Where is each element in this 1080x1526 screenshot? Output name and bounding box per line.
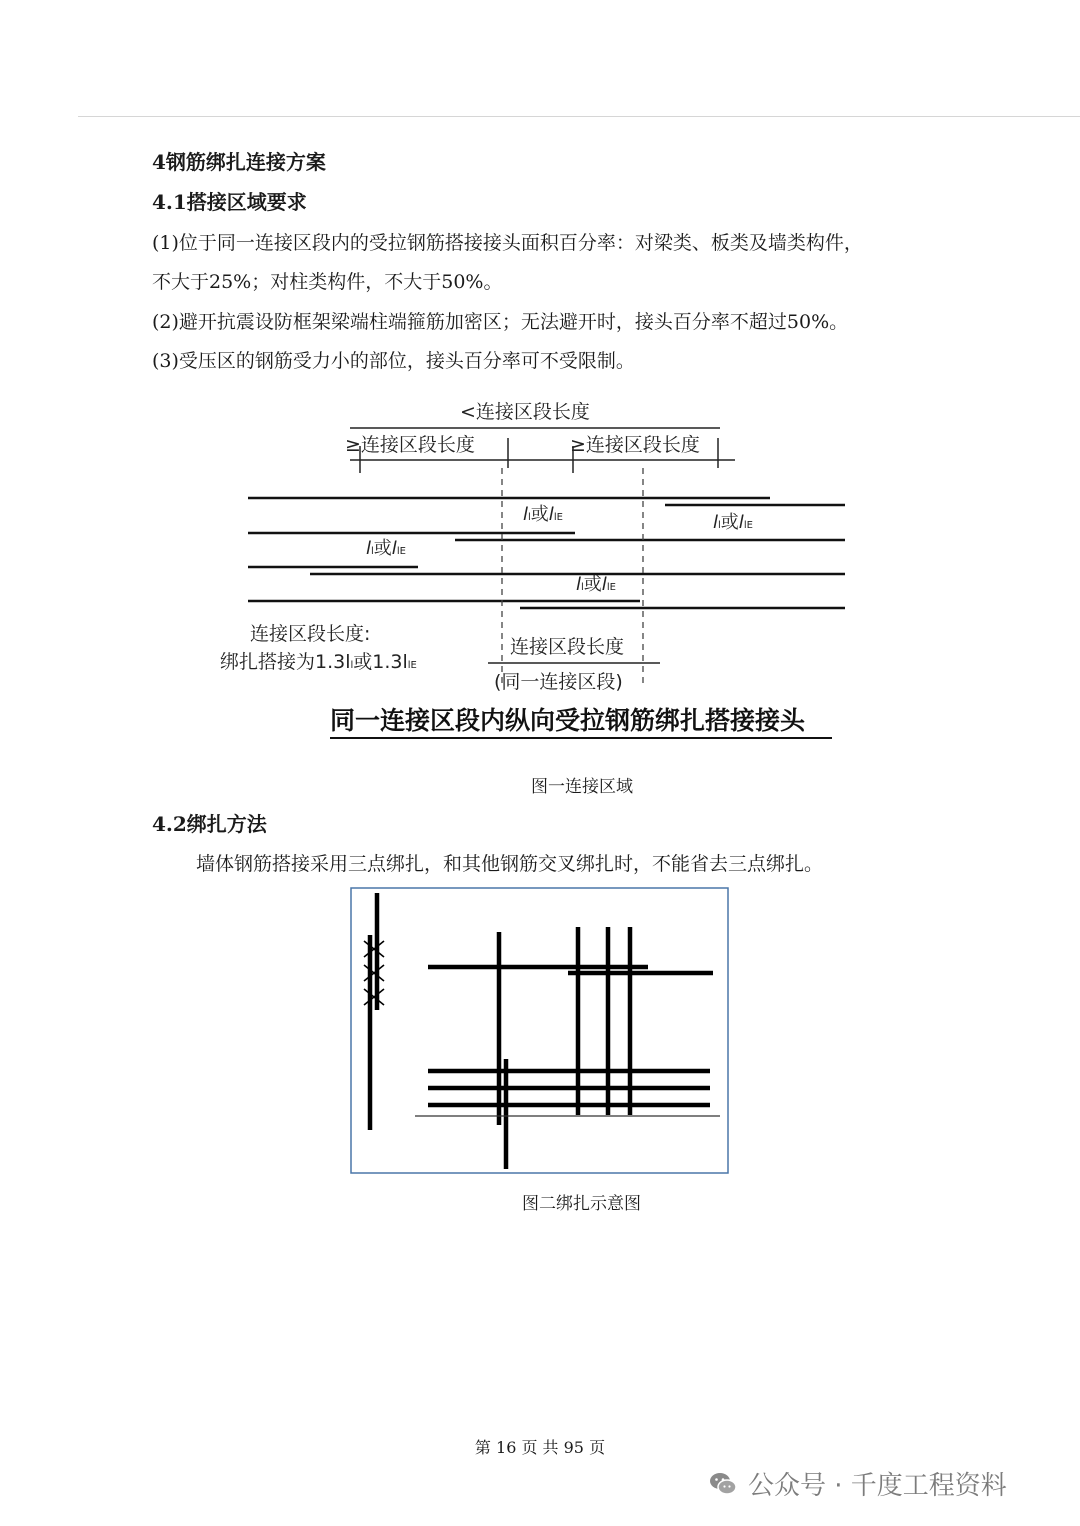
lap-length-label: ll或llE	[713, 512, 753, 533]
lap-length-label: ll或llE	[366, 538, 406, 559]
bottom-zone-paren: (同一连接区段)	[494, 671, 623, 693]
zone-length-note-line2: 绑扎搭接为1.3ll或1.3llE	[220, 651, 417, 673]
section2-paragraph: 墙体钢筋搭接采用三点绑扎，和其他钢筋交叉绑扎时，不能省去三点绑扎。	[196, 853, 824, 875]
bottom-zone-label: 连接区段长度	[510, 636, 625, 658]
paragraph-line-4: (3)受压区的钢筋受力小的部位，接头百分率可不受限制。	[152, 350, 635, 372]
paragraph-line-1: (1)位于同一连接区段内的受拉钢筋搭接接头面积百分率：对梁类、板类及墙类构件，	[152, 232, 863, 254]
left-zone-label: ≥连接区段长度	[345, 434, 475, 456]
binding-schematic-diagram	[350, 887, 729, 1174]
paragraph-line-3: (2)避开抗震设防框架梁端柱端箍筋加密区；无法避开时，接头百分率不超过50%。	[152, 311, 849, 333]
right-zone-label: ≥连接区段长度	[570, 434, 700, 456]
lap-length-label: ll或llE	[523, 504, 563, 525]
paragraph-line-2: 不大于25%；对柱类构件，不大于50%。	[152, 271, 503, 293]
zone-length-note-line1: 连接区段长度:	[250, 623, 371, 645]
lap-splice-zone-diagram	[220, 388, 860, 753]
header-rule	[78, 116, 1080, 117]
lap-length-label: ll或llE	[576, 574, 616, 595]
wechat-icon	[708, 1469, 738, 1499]
page-number: 第 16 页 共 95 页	[474, 1438, 606, 1457]
figure2-border	[351, 888, 728, 1173]
figure2-caption: 图二绑扎示意图	[522, 1194, 641, 1214]
figure1-title: 同一连接区段内纵向受拉钢筋绑扎搭接接头	[330, 706, 806, 735]
section-heading-4-1: 4.1搭接区域要求	[152, 190, 307, 214]
watermark	[708, 1465, 1007, 1502]
top-zone-label: <连接区段长度	[460, 401, 590, 423]
section-heading-4-2: 4.2绑扎方法	[152, 812, 267, 836]
watermark-text: 公众号 · 千度工程资料	[748, 1471, 1007, 1501]
chapter-heading: 4钢筋绑扎连接方案	[152, 150, 326, 174]
figure1-caption: 图一连接区域	[531, 777, 633, 797]
